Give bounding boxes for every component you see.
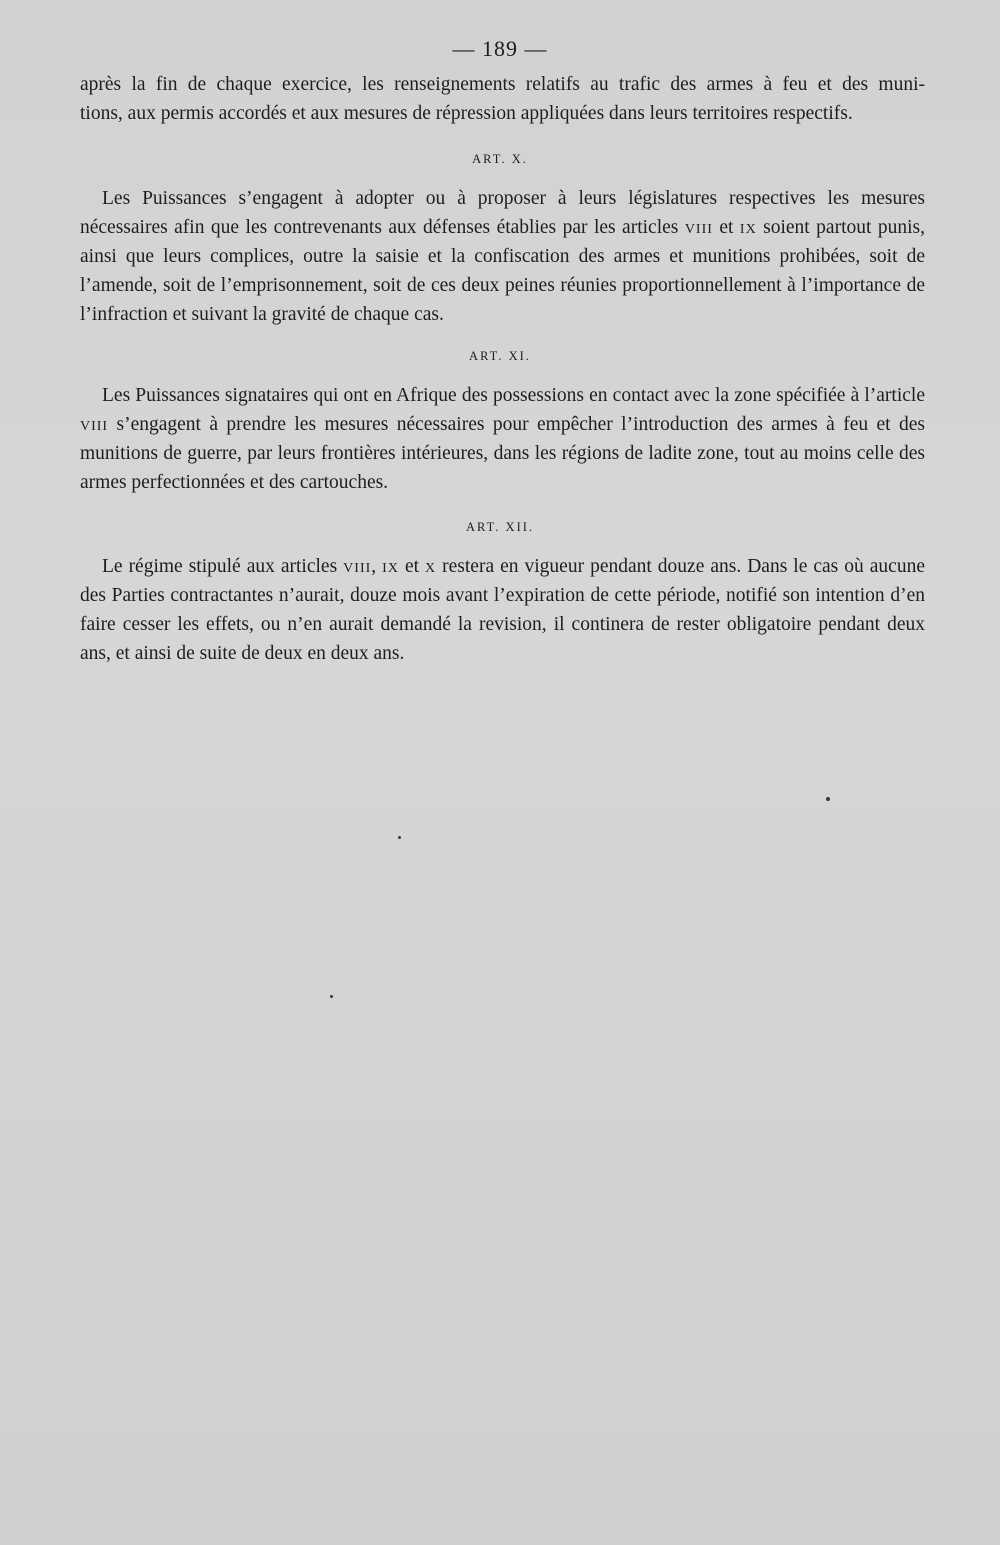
article-xii-text-part: ,	[371, 556, 383, 577]
article-xii-text-part: restera en vigueur pendant douze ans. Dans le cas où aucune des Parties contractantes n’aurait, douze mois avant l’expiration de cette période, notifié son intention d’en faire cesser les effets, ou n’en aurait demandé la revision, il continera de rester obligatoire pendant deux ans, et ainsi de suite de deux en deux ans.	[80, 556, 925, 664]
article-xii-text-part: Le régime stipulé aux articles	[102, 556, 344, 577]
article-heading-xi: ART. XI.	[469, 349, 531, 363]
article-ref-viii: viii	[80, 414, 109, 435]
article-x-paragraph	[80, 184, 925, 329]
page-number: — 189 —	[452, 36, 548, 61]
article-ref-viii: viii	[343, 556, 372, 577]
article-heading-x: ART. X.	[472, 152, 528, 166]
article-x-text-part: soient partout punis, ainsi que leurs complices, outre la saisie et la confiscation des armes et munitions prohibées, soit de l’amende, soit de l’emprisonnement, soit de ces deux peines réunies proportionnellement à l’importance de l’infraction et suivant la gravité de chaque cas.	[80, 217, 925, 325]
article-xi-paragraph	[80, 381, 925, 497]
article-ref-x: x	[425, 556, 437, 577]
continuation-paragraph	[80, 70, 925, 128]
article-xi-text-part: s’engagent à prendre les mesures nécessaires pour empêcher l’introduction des armes à feu et des munitions de guerre, par leurs frontières intérieures, dans les régions de ladite zone, tout au moins celle des armes perfectionnées et des cartouches.	[80, 414, 925, 493]
article-xii-paragraph	[80, 552, 925, 668]
stray-ink-dot	[330, 995, 333, 998]
article-x-text-part: et	[712, 217, 740, 238]
article-xii-text-part: et	[398, 556, 426, 577]
stray-ink-dot	[826, 797, 830, 801]
continuation-line-2: tions, aux permis accordés et aux mesures de répression appliquées dans leurs territoires respectifs.	[80, 103, 853, 124]
article-x-text-part: Les Puissances s’engagent à adopter ou à proposer à leurs législatures respectives les mesures nécessaires afin que les contrevenants aux défenses établies par les articles	[80, 188, 925, 238]
article-heading-xii: ART. XII.	[465, 520, 535, 534]
article-x-body	[80, 184, 925, 329]
article-xii-body	[80, 552, 925, 668]
article-ref-ix: ix	[739, 217, 757, 238]
stray-ink-dot	[398, 836, 401, 839]
article-xi-body	[80, 381, 925, 497]
article-xi-text-part: Les Puissances signataires qui ont en Afrique des possessions en contact avec la zone spécifiée à l’article	[102, 385, 925, 406]
continuation-line-1: après la fin de chaque exercice, les renseignements relatifs au trafic des armes à feu et des muni-	[80, 74, 925, 95]
article-ref-ix: ix	[382, 556, 399, 577]
article-ref-viii: viii	[684, 217, 713, 238]
